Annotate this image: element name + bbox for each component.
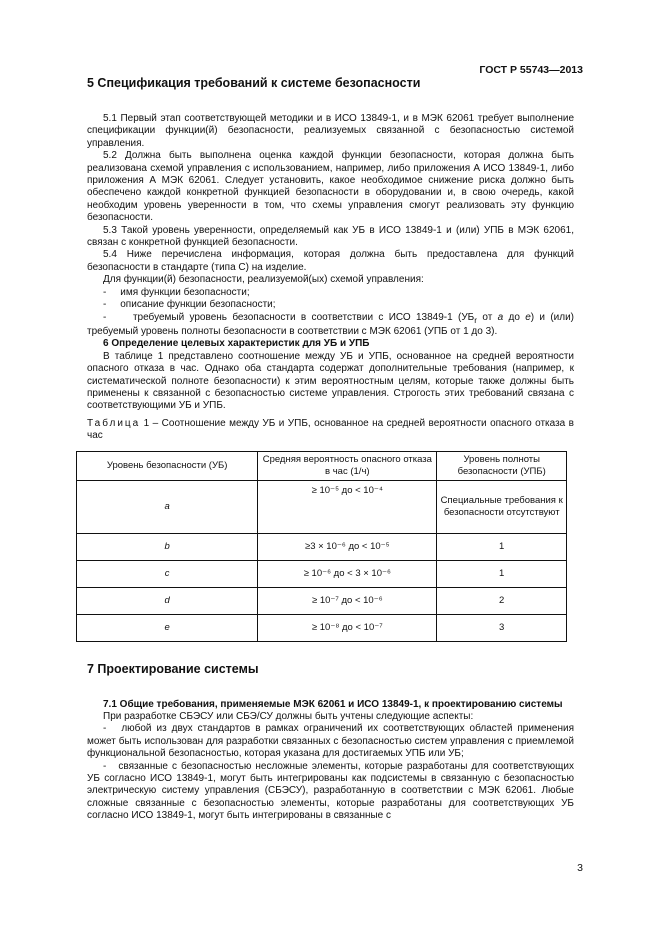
list-item: - требуемый уровень безопасности в соответствии с ИСО 13849-1 ($УБ_r$ от a до e) и (или) требуемый уровень полноты безопасности в соответствии с МЭК 62061 (УПБ от 1 до 3). [87,311,575,337]
table-cell-pfh: ≥3 × 10⁻⁶ до < 10⁻⁵ [258,533,437,560]
table-cell-pl: b [77,533,258,560]
list-item: - имя функции безопасности; [103,286,250,298]
table-cell-pl: c [77,560,258,587]
table-cell-sil: 2 [437,587,567,614]
table-row [77,587,567,614]
table-cell-sil: 1 [437,560,567,587]
table-1-caption: Таблица 1 – Соотношение между УБ и УПБ, основанное на средней вероятности опасного отказа в час [87,417,574,442]
page-content [87,76,574,823]
paragraph-7-1-intro: При разработке СБЭСУ или СБЭ/СУ должны быть учтены следующие аспекты: [103,710,474,722]
table-header-cell: Средняя вероятность опасного отказа в час (1/ч) [258,451,437,480]
paragraph-5-3: 5.3 Такой уровень уверенности, определяемый как УБ в ИСО 13849-1 и (или) УПБ в МЭК 62061, связан с конкретной функцией безопасности. [87,224,574,249]
table-cell-sil: Специальные требования к безопасности отсутствуют [437,480,567,533]
table-header-cell: Уровень полноты безопасности (УПБ) [437,451,567,480]
standard-code: ГОСТ Р 55743—2013 [479,64,583,76]
table-row [77,560,567,587]
section-6-title: 6 Определение целевых характеристик для УБ и УПБ [103,338,370,350]
list-item: - любой из двух стандартов в рамках ограничений их соответствующих областей применения может быть использован для разработки связанных с безопасностью систем управления с приемлемой функциональной безопасностью, которая указана для достигаемых УПБ или УБ; [87,723,574,760]
paragraph-5-list-intro: Для функции(й) безопасности, реализуемой(ых) схемой управления: [103,274,424,286]
table-header-cell: Уровень безопасности (УБ) [77,451,258,480]
section-5-title: 5 Спецификация требований к системе безопасности [87,76,421,90]
subsection-7-1-title: 7.1 Общие требования, применяемые МЭК 62061 и ИСО 13849-1, к проектированию системы [103,698,563,710]
list-item: - связанные с безопасностью несложные элементы, которые разработаны для соответствующих УБ согласно ИСО 13849-1, могут быть интегрированы как подсистемы в связанную с безопасностью электрическую систему управления (СБЭСУ), разработанную в соответствии с МЭК 62061. Любые сложные связанные с безопасностью элементы, которые разработаны для соответствующих УБ согласно ИСО 13849-1, могут быть интегрированы в связанные с [87,760,574,822]
table-cell-sil: 3 [437,614,567,641]
table-cell-pl: e [77,614,258,641]
paragraph-5-2: 5.2 Должна быть выполнена оценка каждой функции безопасности, которая должна быть реализована схемой управления с использованием, например, либо приложения А ИСО 13849-1, либо приложения А МЭК 62061. Следует установить, какое необходимое снижение риска должно быть обеспечено каждой конкретной функцией безопасности в оборудовании и, в свою очередь, какой необходим уровень уверенности в том, что схемы управления смогут реализовать эту функцию безопасности. [87,150,574,224]
table-cell-pfh: ≥ 10⁻⁷ до < 10⁻⁶ [258,587,437,614]
table-cell-sil: 1 [437,533,567,560]
paragraph-5-1: 5.1 Первый этап соответствующей методики и в ИСО 13849-1, и в МЭК 62061 требует выполнение спецификации функции(й) безопасности, реализуемых связанной с безопасностью системой управления. [87,113,574,149]
paragraph-5-4: 5.4 Ниже перечислена информация, которая должна быть предоставлена для функций безопасности в стандарте (типа С) на изделие. [87,249,574,273]
paragraph-6-1: В таблице 1 представлено соотношение между УБ и УПБ, основанное на средней вероятности опасного отказа в час. Однако оба стандарта содержат дополнительные требования (например, к систематической полноте безопасности) к этим вероятностным целям, которые также должны быть применены к связанной с безопасностью системе управления. Строгость этих требований связана с соответствующими УБ и УПБ. [87,350,574,412]
table-row [77,480,567,533]
table-row [77,533,567,560]
table-cell-pl: a [77,480,258,533]
table-cell-pfh: ≥ 10⁻⁵ до < 10⁻⁴ [258,480,437,533]
table-header-row [77,451,567,480]
table-cell-pfh: ≥ 10⁻⁸ до < 10⁻⁷ [258,614,437,641]
table-cell-pfh: ≥ 10⁻⁶ до < 3 × 10⁻⁶ [258,560,437,587]
page-number: 3 [577,862,583,874]
section-7-title: 7 Проектирование системы [87,661,259,676]
table-row [77,614,567,641]
table-cell-pl: d [77,587,258,614]
list-item: - описание функции безопасности; [103,299,276,311]
table-1 [76,451,567,642]
